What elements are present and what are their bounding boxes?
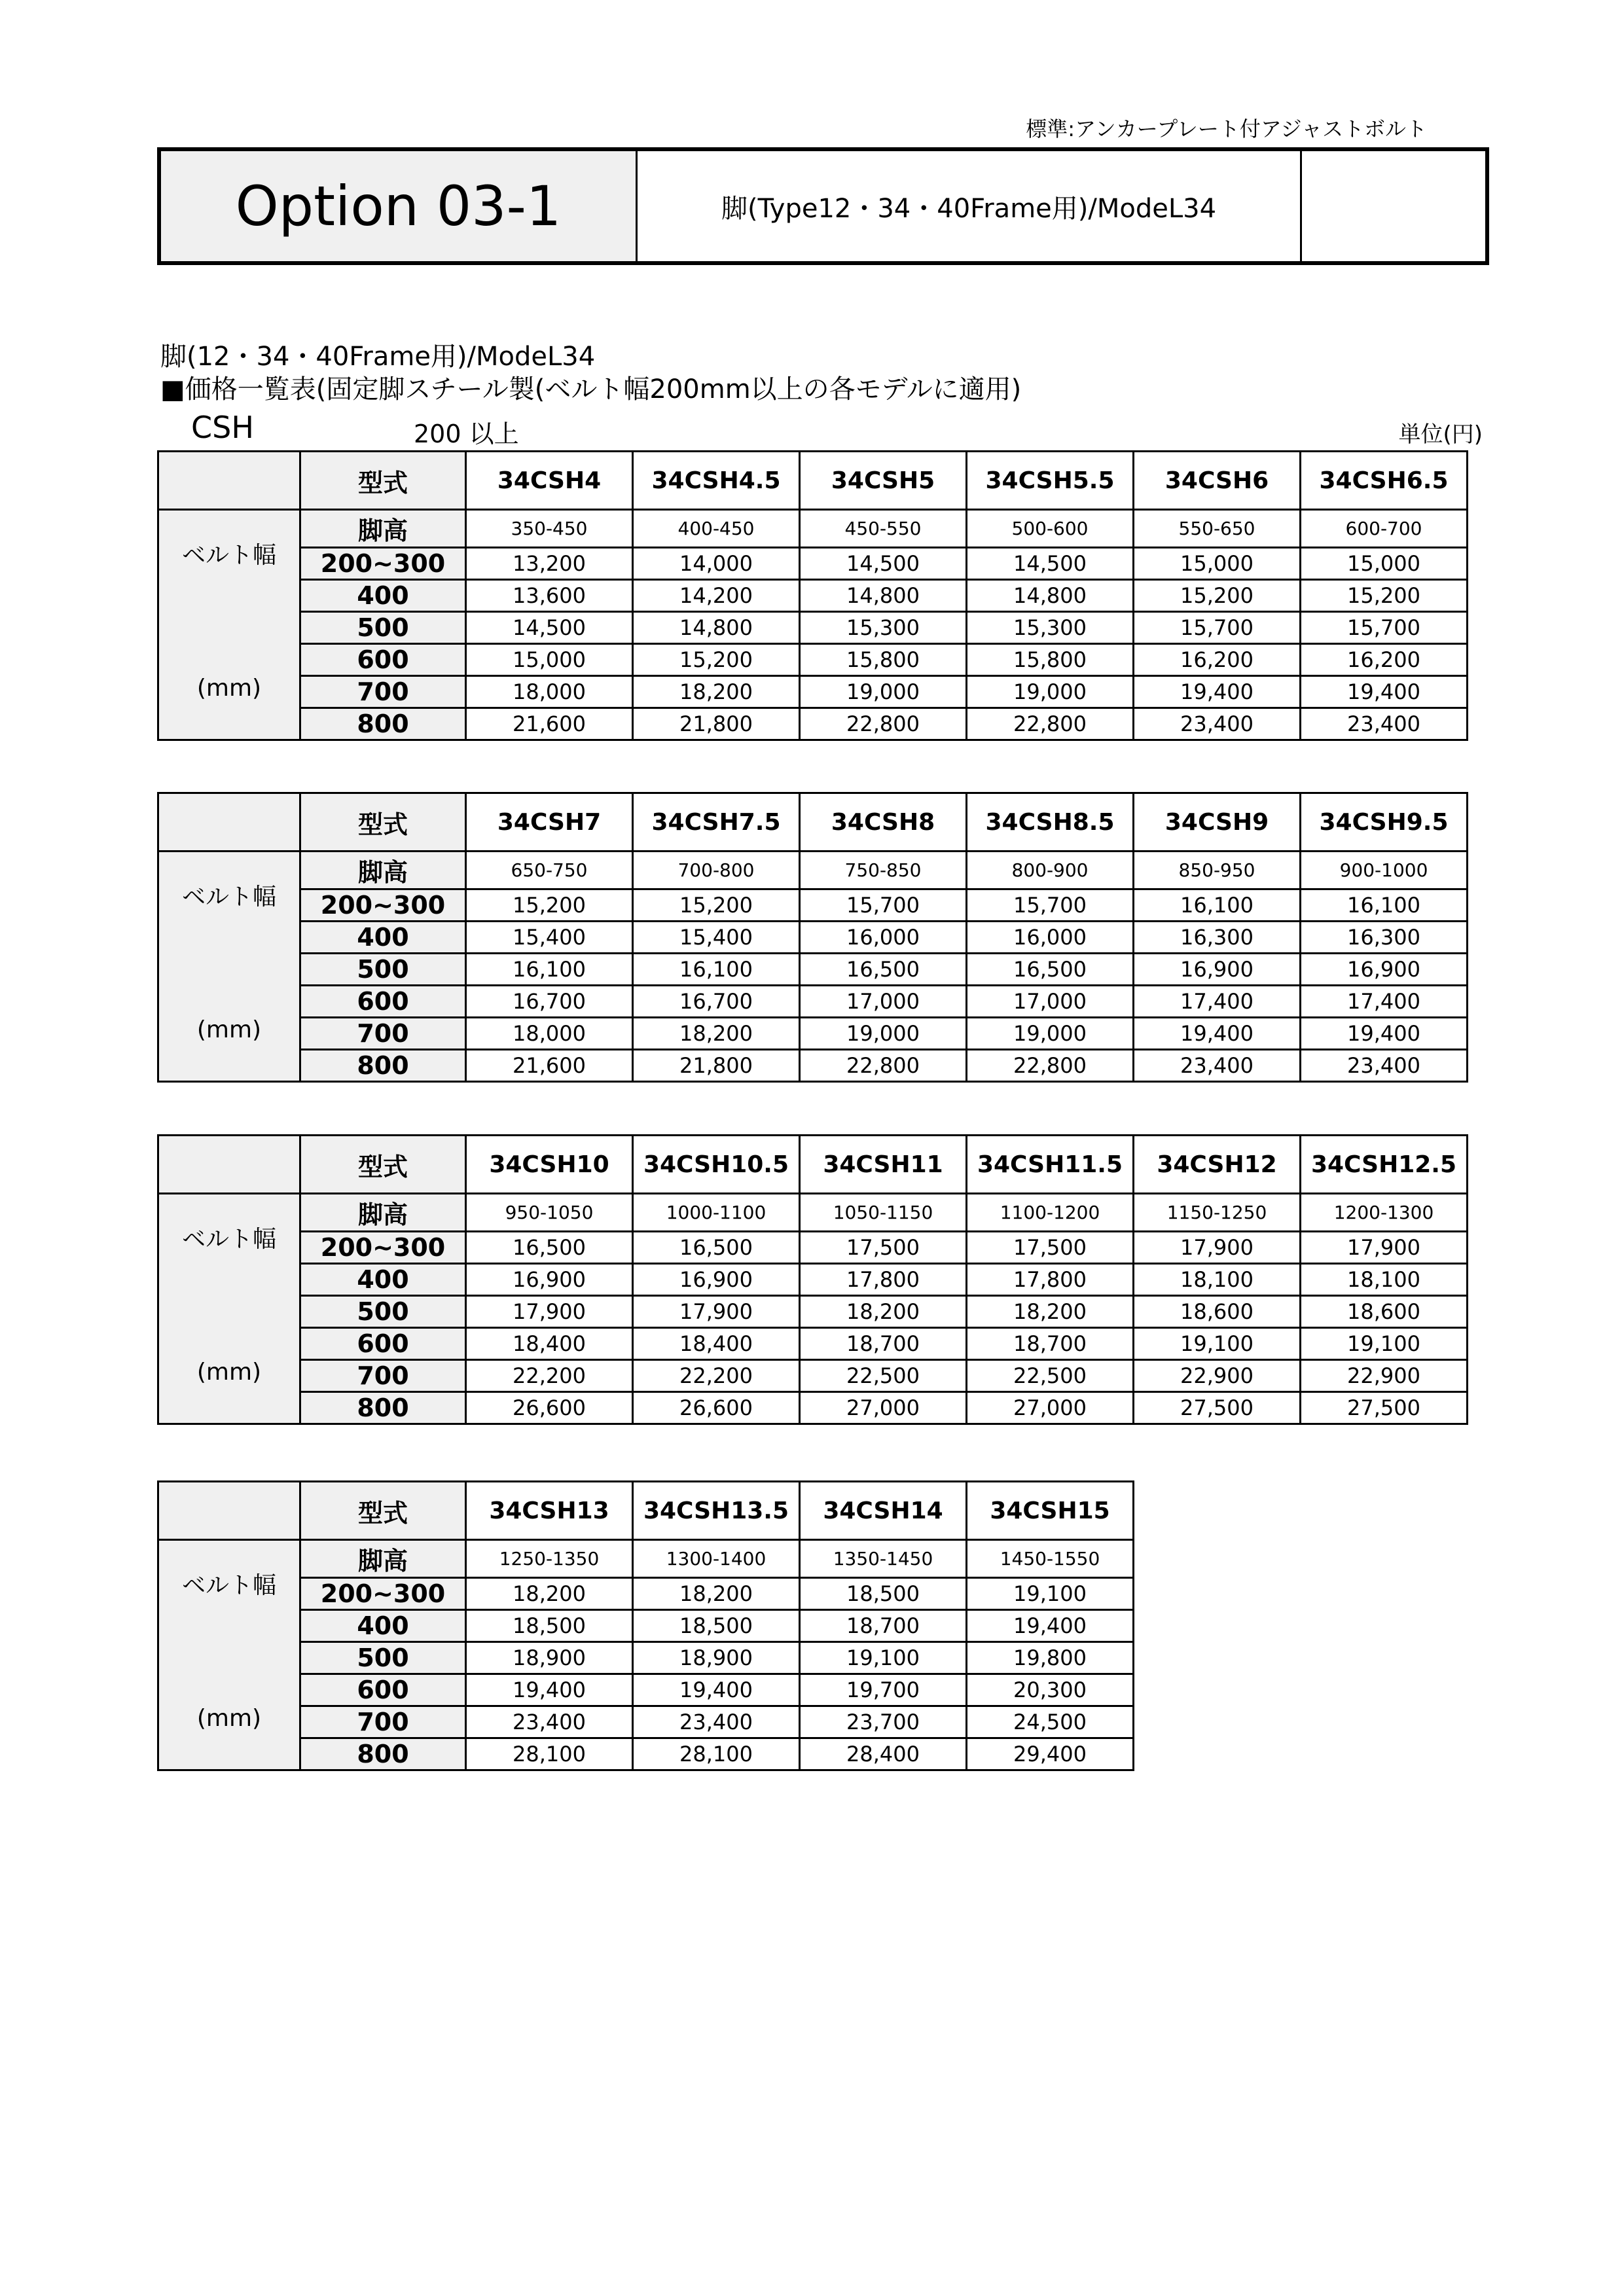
belt-width-value: 600 — [300, 986, 466, 1018]
belt-width-value: 200~300 — [300, 1578, 466, 1610]
price-cell: 15,700 — [1301, 612, 1468, 644]
option-description: 脚(Type12・34・40Frame用)/ModeL34 — [638, 151, 1302, 261]
price-cell: 17,500 — [800, 1232, 967, 1264]
price-cell: 19,000 — [967, 1018, 1134, 1050]
price-cell: 18,400 — [466, 1328, 633, 1360]
price-cell: 18,700 — [800, 1328, 967, 1360]
price-cell: 17,800 — [800, 1264, 967, 1296]
price-cell: 27,500 — [1134, 1392, 1301, 1424]
price-cell: 19,400 — [1134, 676, 1301, 708]
price-cell: 22,800 — [967, 708, 1134, 740]
price-table — [157, 1480, 1134, 1771]
price-cell: 23,400 — [1301, 708, 1468, 740]
leg-height-range: 350-450 — [466, 510, 633, 548]
price-cell: 18,500 — [633, 1610, 800, 1642]
price-cell: 15,700 — [967, 889, 1134, 922]
table-row — [158, 1264, 1468, 1296]
price-cell: 19,400 — [1301, 1018, 1468, 1050]
price-cell: 15,300 — [967, 612, 1134, 644]
price-cell: 22,200 — [633, 1360, 800, 1392]
price-table — [157, 792, 1468, 1083]
price-cell: 23,400 — [1134, 1050, 1301, 1082]
price-cell: 28,100 — [466, 1738, 633, 1770]
type-label: 型式 — [300, 452, 466, 510]
mm-unit-text: (mm) — [196, 1705, 262, 1732]
price-cell: 17,400 — [1134, 986, 1301, 1018]
price-cell: 19,100 — [1134, 1328, 1301, 1360]
leg-height-range: 500-600 — [967, 510, 1134, 548]
leg-height-range: 1450-1550 — [967, 1540, 1134, 1578]
model-name: 34CSH13 — [466, 1482, 633, 1540]
price-cell: 16,500 — [466, 1232, 633, 1264]
belt-width-text: ベルト幅 — [181, 884, 276, 910]
mm-unit-text: (mm) — [196, 675, 262, 702]
table-row — [158, 1706, 1134, 1738]
price-cell: 15,000 — [466, 644, 633, 676]
price-cell: 16,000 — [967, 922, 1134, 954]
price-cell: 14,800 — [633, 612, 800, 644]
price-cell: 23,700 — [800, 1706, 967, 1738]
price-cell: 17,900 — [1134, 1232, 1301, 1264]
price-cell: 19,100 — [1301, 1328, 1468, 1360]
belt-width-text: ベルト幅 — [181, 542, 276, 569]
top-note: 標準:アンカープレート付アジャストボルト — [1026, 117, 1427, 141]
price-cell: 18,600 — [1134, 1296, 1301, 1328]
price-cell: 15,400 — [633, 922, 800, 954]
price-cell: 21,600 — [466, 708, 633, 740]
belt-width-value: 700 — [300, 1018, 466, 1050]
price-cell: 19,800 — [967, 1642, 1134, 1674]
subtitle-price-list: ■価格一覧表(固定脚スチール製(ベルト幅200mm以上の各モデルに適用) — [160, 374, 1022, 404]
price-cell: 15,200 — [466, 889, 633, 922]
model-name: 34CSH11 — [800, 1136, 967, 1194]
price-cell: 14,000 — [633, 548, 800, 580]
table-row — [158, 548, 1468, 580]
belt-width-value: 800 — [300, 1738, 466, 1770]
price-cell: 18,200 — [967, 1296, 1134, 1328]
table-row — [158, 1392, 1468, 1424]
belt-width-label — [158, 1540, 300, 1770]
table-row — [158, 1642, 1134, 1674]
table-row — [158, 1018, 1468, 1050]
belt-width-value: 200~300 — [300, 548, 466, 580]
type-label: 型式 — [300, 1482, 466, 1540]
belt-width-value: 500 — [300, 612, 466, 644]
price-cell: 27,500 — [1301, 1392, 1468, 1424]
belt-width-value: 800 — [300, 708, 466, 740]
table-row — [158, 676, 1468, 708]
table-row — [158, 1232, 1468, 1264]
price-cell: 18,600 — [1301, 1296, 1468, 1328]
belt-width-value: 500 — [300, 1296, 466, 1328]
price-cell: 18,400 — [633, 1328, 800, 1360]
price-cell: 21,800 — [633, 1050, 800, 1082]
leg-height-range: 700-800 — [633, 852, 800, 889]
model-name: 34CSH10.5 — [633, 1136, 800, 1194]
belt-width-value: 800 — [300, 1392, 466, 1424]
price-cell: 17,400 — [1301, 986, 1468, 1018]
belt-width-value: 400 — [300, 922, 466, 954]
table-row — [158, 889, 1468, 922]
leg-height-range: 850-950 — [1134, 852, 1301, 889]
leg-height-label: 脚高 — [300, 852, 466, 889]
mm-unit-text: (mm) — [196, 1016, 262, 1043]
price-cell: 19,400 — [1134, 1018, 1301, 1050]
series-name: CSH — [191, 410, 254, 445]
price-cell: 18,700 — [967, 1328, 1134, 1360]
corner-cell — [158, 1482, 300, 1540]
price-cell: 26,600 — [466, 1392, 633, 1424]
price-cell: 26,600 — [633, 1392, 800, 1424]
leg-height-label: 脚高 — [300, 1540, 466, 1578]
price-cell: 17,000 — [800, 986, 967, 1018]
table-row — [158, 1360, 1468, 1392]
belt-width-value: 600 — [300, 1328, 466, 1360]
price-cell: 15,200 — [1301, 580, 1468, 612]
price-cell: 19,400 — [633, 1674, 800, 1706]
header-empty-cell — [1302, 151, 1485, 261]
price-cell: 16,900 — [1134, 954, 1301, 986]
leg-height-range: 750-850 — [800, 852, 967, 889]
price-cell: 18,500 — [800, 1578, 967, 1610]
table-row — [158, 954, 1468, 986]
price-cell: 19,400 — [1301, 676, 1468, 708]
price-cell: 16,900 — [466, 1264, 633, 1296]
price-cell: 18,200 — [633, 1018, 800, 1050]
price-cell: 18,000 — [466, 676, 633, 708]
price-cell: 22,800 — [967, 1050, 1134, 1082]
price-cell: 16,900 — [1301, 954, 1468, 986]
price-cell: 13,200 — [466, 548, 633, 580]
price-cell: 14,800 — [800, 580, 967, 612]
model-name: 34CSH6.5 — [1301, 452, 1468, 510]
model-name: 34CSH4 — [466, 452, 633, 510]
unit-label: 単位(円) — [1398, 422, 1483, 448]
corner-cell — [158, 793, 300, 852]
price-cell: 15,700 — [800, 889, 967, 922]
table-row — [158, 1578, 1134, 1610]
price-cell: 23,400 — [1134, 708, 1301, 740]
model-name: 34CSH7.5 — [633, 793, 800, 852]
price-cell: 17,000 — [967, 986, 1134, 1018]
option-number: Option 03-1 — [161, 151, 638, 261]
price-cell: 28,400 — [800, 1738, 967, 1770]
leg-height-range: 450-550 — [800, 510, 967, 548]
price-cell: 16,200 — [1134, 644, 1301, 676]
price-cell: 23,400 — [633, 1706, 800, 1738]
price-cell: 16,500 — [967, 954, 1134, 986]
model-name: 34CSH4.5 — [633, 452, 800, 510]
price-cell: 15,700 — [1134, 612, 1301, 644]
belt-width-value: 700 — [300, 676, 466, 708]
price-cell: 23,400 — [466, 1706, 633, 1738]
belt-width-value: 500 — [300, 1642, 466, 1674]
table-row — [158, 708, 1468, 740]
corner-cell — [158, 1136, 300, 1194]
price-cell: 19,000 — [800, 676, 967, 708]
belt-width-label — [158, 852, 300, 1082]
type-label: 型式 — [300, 793, 466, 852]
price-cell: 16,500 — [633, 1232, 800, 1264]
leg-height-range: 1350-1450 — [800, 1540, 967, 1578]
price-table — [157, 1134, 1468, 1425]
price-cell: 18,200 — [800, 1296, 967, 1328]
price-cell: 19,400 — [967, 1610, 1134, 1642]
price-cell: 14,200 — [633, 580, 800, 612]
belt-width-label — [158, 510, 300, 740]
price-cell: 15,000 — [1301, 548, 1468, 580]
table-row — [158, 1610, 1134, 1642]
price-cell: 15,200 — [633, 889, 800, 922]
belt-width-label — [158, 1194, 300, 1424]
price-cell: 16,700 — [466, 986, 633, 1018]
model-name: 34CSH5 — [800, 452, 967, 510]
model-name: 34CSH8 — [800, 793, 967, 852]
leg-height-range: 800-900 — [967, 852, 1134, 889]
price-cell: 16,300 — [1301, 922, 1468, 954]
price-cell: 15,000 — [1134, 548, 1301, 580]
leg-height-range: 650-750 — [466, 852, 633, 889]
leg-height-label: 脚高 — [300, 1194, 466, 1232]
price-cell: 22,800 — [800, 708, 967, 740]
leg-height-range: 1050-1150 — [800, 1194, 967, 1232]
price-cell: 16,100 — [1134, 889, 1301, 922]
price-cell: 18,200 — [633, 676, 800, 708]
price-cell: 16,900 — [633, 1264, 800, 1296]
price-cell: 17,500 — [967, 1232, 1134, 1264]
option-header — [157, 147, 1489, 265]
belt-width-value: 600 — [300, 1674, 466, 1706]
price-cell: 19,100 — [800, 1642, 967, 1674]
price-cell: 16,100 — [466, 954, 633, 986]
price-cell: 27,000 — [800, 1392, 967, 1424]
price-cell: 18,900 — [466, 1642, 633, 1674]
model-name: 34CSH11.5 — [967, 1136, 1134, 1194]
leg-height-range: 1150-1250 — [1134, 1194, 1301, 1232]
model-name: 34CSH13.5 — [633, 1482, 800, 1540]
price-cell: 22,200 — [466, 1360, 633, 1392]
price-cell: 19,700 — [800, 1674, 967, 1706]
price-cell: 19,400 — [466, 1674, 633, 1706]
leg-height-range: 900-1000 — [1301, 852, 1468, 889]
model-name: 34CSH9.5 — [1301, 793, 1468, 852]
price-cell: 19,100 — [967, 1578, 1134, 1610]
price-cell: 18,500 — [466, 1610, 633, 1642]
belt-width-value: 800 — [300, 1050, 466, 1082]
leg-height-label: 脚高 — [300, 510, 466, 548]
price-cell: 20,300 — [967, 1674, 1134, 1706]
price-cell: 17,900 — [466, 1296, 633, 1328]
model-name: 34CSH5.5 — [967, 452, 1134, 510]
price-cell: 16,500 — [800, 954, 967, 986]
price-cell: 14,800 — [967, 580, 1134, 612]
belt-width-value: 200~300 — [300, 1232, 466, 1264]
price-cell: 29,400 — [967, 1738, 1134, 1770]
price-cell: 16,700 — [633, 986, 800, 1018]
price-cell: 24,500 — [967, 1706, 1134, 1738]
price-cell: 15,800 — [967, 644, 1134, 676]
belt-width-text: ベルト幅 — [181, 1226, 276, 1253]
belt-width-value: 600 — [300, 644, 466, 676]
price-cell: 18,000 — [466, 1018, 633, 1050]
model-name: 34CSH14 — [800, 1482, 967, 1540]
table-row — [158, 1738, 1134, 1770]
model-name: 34CSH7 — [466, 793, 633, 852]
price-cell: 18,200 — [633, 1578, 800, 1610]
price-cell: 15,800 — [800, 644, 967, 676]
table-row — [158, 922, 1468, 954]
leg-height-range: 1200-1300 — [1301, 1194, 1468, 1232]
price-cell: 17,800 — [967, 1264, 1134, 1296]
model-name: 34CSH12.5 — [1301, 1136, 1468, 1194]
corner-cell — [158, 452, 300, 510]
leg-height-range: 600-700 — [1301, 510, 1468, 548]
price-cell: 14,500 — [800, 548, 967, 580]
price-cell: 18,700 — [800, 1610, 967, 1642]
leg-height-range: 1100-1200 — [967, 1194, 1134, 1232]
subtitle-model: 脚(12・34・40Frame用)/ModeL34 — [160, 342, 596, 372]
leg-height-range: 1300-1400 — [633, 1540, 800, 1578]
belt-width-value: 400 — [300, 1264, 466, 1296]
table-row — [158, 644, 1468, 676]
table-row — [158, 1674, 1134, 1706]
price-cell: 21,800 — [633, 708, 800, 740]
leg-height-range: 1250-1350 — [466, 1540, 633, 1578]
model-name: 34CSH8.5 — [967, 793, 1134, 852]
price-cell: 18,100 — [1134, 1264, 1301, 1296]
table-row — [158, 580, 1468, 612]
price-cell: 19,000 — [967, 676, 1134, 708]
price-cell: 22,500 — [800, 1360, 967, 1392]
price-cell: 16,300 — [1134, 922, 1301, 954]
price-cell: 22,900 — [1134, 1360, 1301, 1392]
belt-width-text: ベルト幅 — [181, 1572, 276, 1599]
min-width-note: 200 以上 — [414, 420, 519, 448]
leg-height-range: 550-650 — [1134, 510, 1301, 548]
price-cell: 16,100 — [1301, 889, 1468, 922]
price-cell: 27,000 — [967, 1392, 1134, 1424]
mm-unit-text: (mm) — [196, 1359, 262, 1386]
price-cell: 17,900 — [633, 1296, 800, 1328]
belt-width-value: 200~300 — [300, 889, 466, 922]
price-cell: 16,100 — [633, 954, 800, 986]
belt-width-value: 700 — [300, 1360, 466, 1392]
price-cell: 22,800 — [800, 1050, 967, 1082]
price-cell: 13,600 — [466, 580, 633, 612]
belt-width-value: 700 — [300, 1706, 466, 1738]
price-cell: 16,200 — [1301, 644, 1468, 676]
price-cell: 15,400 — [466, 922, 633, 954]
price-cell: 18,100 — [1301, 1264, 1468, 1296]
table-row — [158, 1328, 1468, 1360]
belt-width-value: 500 — [300, 954, 466, 986]
price-cell: 15,300 — [800, 612, 967, 644]
price-cell: 15,200 — [1134, 580, 1301, 612]
model-name: 34CSH10 — [466, 1136, 633, 1194]
price-cell: 28,100 — [633, 1738, 800, 1770]
table-row — [158, 986, 1468, 1018]
price-cell: 21,600 — [466, 1050, 633, 1082]
price-cell: 15,200 — [633, 644, 800, 676]
price-cell: 18,200 — [466, 1578, 633, 1610]
model-name: 34CSH12 — [1134, 1136, 1301, 1194]
price-cell: 22,500 — [967, 1360, 1134, 1392]
price-cell: 14,500 — [967, 548, 1134, 580]
price-cell: 14,500 — [466, 612, 633, 644]
model-name: 34CSH9 — [1134, 793, 1301, 852]
type-label: 型式 — [300, 1136, 466, 1194]
table-row — [158, 612, 1468, 644]
price-cell: 22,900 — [1301, 1360, 1468, 1392]
model-name: 34CSH15 — [967, 1482, 1134, 1540]
leg-height-range: 950-1050 — [466, 1194, 633, 1232]
model-name: 34CSH6 — [1134, 452, 1301, 510]
price-table — [157, 450, 1468, 741]
table-row — [158, 1050, 1468, 1082]
price-cell: 23,400 — [1301, 1050, 1468, 1082]
price-cell: 16,000 — [800, 922, 967, 954]
table-row — [158, 1296, 1468, 1328]
price-cell: 17,900 — [1301, 1232, 1468, 1264]
price-cell: 18,900 — [633, 1642, 800, 1674]
belt-width-value: 400 — [300, 1610, 466, 1642]
leg-height-range: 1000-1100 — [633, 1194, 800, 1232]
price-cell: 19,000 — [800, 1018, 967, 1050]
leg-height-range: 400-450 — [633, 510, 800, 548]
belt-width-value: 400 — [300, 580, 466, 612]
